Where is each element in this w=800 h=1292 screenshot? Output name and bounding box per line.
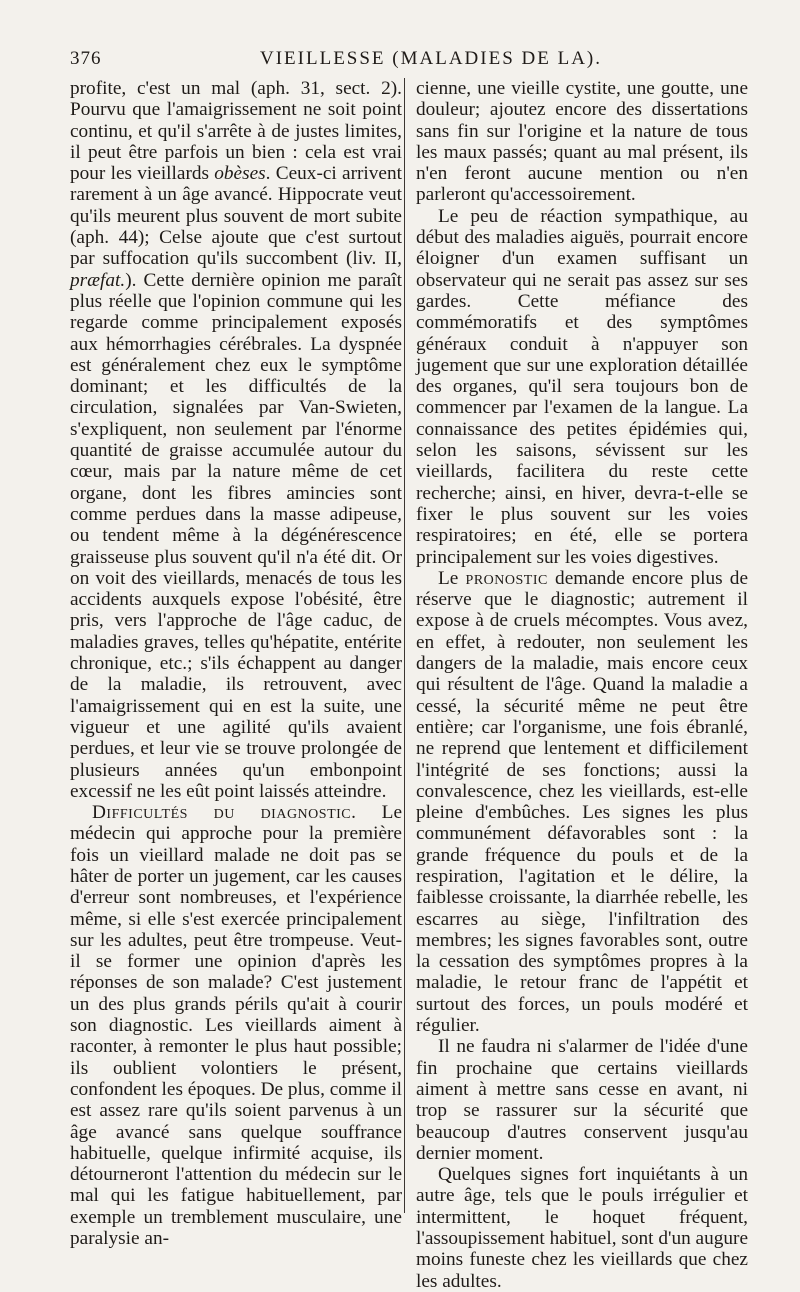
text-run: Le médecin qui approche pour la première fois un vieillard malade ne doit pas se hâter de porter un jugement, car les causes d'erreur sont nombreuses, et l'expérience même, si elle s'est exercée principalement sur les adultes, peut être trompeuse. Veut-il se former une opinion d'après les réponses de son malade? C'est justement un des plus grands périls qu'ait à courir son diagnostic. Les vieillards aiment à raconter, à remonter le plus haut possible; ils oublient volontiers le présent, confondent les époques. De plus, comme il est assez rare qu'ils soient parvenus à un âge avancé sans quelque souffrance habituelle, quelque infirmité acquise, ils détourneront l'attention du médecin sur le mal qui les fatigue habituellement, par exemple un tremblement musculaire, une paralysie an- (70, 802, 402, 1250)
paragraph-signs: Quelques signes fort inquiétants à un autre âge, tels que le pouls irrégulier et intermittent, le hoquet fréquent, l'assoupissement habituel, sont d'un augure moins funeste chez les vieillards que chez les adultes. (416, 1164, 748, 1292)
right-column (416, 78, 748, 1292)
italic-term: obèses (214, 163, 266, 185)
section-heading: pronostic (465, 567, 548, 589)
left-column (70, 78, 402, 1249)
paragraph-continuation: cienne, une vieille cystite, une goutte, une douleur; ajoutez encore des dissertations sans fin sur l'origine et la nature de tous les maux passés; quant au mal présent, ils n'en feront aucune mention ou n'en parleront qu'accessoirement. (416, 78, 748, 206)
paragraph-reaction: Le peu de réaction sympathique, au début des maladies aiguës, pourrait encore éloigner d'un examen suffisant un observateur qui ne serait pas assez sur ses gardes. Cette méfiance des commémoratifs et des symptômes généraux conduit à n'appuyer son jugement que sur une exploration détaillée des organes, qu'il sera toujours bon de commencer par l'examen de la langue. La connaissance des petites épidémies qui, selon les saisons, sévissent sur les vieillards, facilitera du reste cette recherche; ainsi, en hiver, devra-t-elle se fixer le plus souvent sur les voies respiratoires; en été, elle se portera principalement sur les voies digestives. (416, 205, 748, 568)
paragraph-diagnostic (70, 802, 402, 1249)
paragraph-obesity (70, 78, 402, 802)
running-title: VIEILLESSE (MALADIES DE LA). (260, 48, 603, 69)
section-heading: Difficultés du diagnostic. (92, 802, 357, 824)
text-run: demande encore plus de réserve que le diagnostic; autrement il expose à de cruels mécomptes. Vous avez, en effet, à redouter, non seulement les dangers de la maladie, mais encore ceux qui résultent de l'âge. Quand la maladie a cessé, la sécurité même ne peut être entière; car l'organisme, une fois ébranlé, ne reprend que lentement et difficilement l'intégrité de ses fonctions; aussi la convalescence, chez les vieillards, est-elle pleine d'embûches. Les signes les plus communément défavorables sont : la grande fréquence du pouls et de la respiration, l'agitation et le délire, la faiblesse croissante, la diarrhée rebelle, les escarres au siège, l'infiltration des membres; les signes favorables sont, outre la cessation des symptômes propres à la maladie, le retour franc de l'appétit et surtout des forces, un pouls modéré et régulier. (416, 567, 748, 1037)
page-number: 376 (70, 48, 102, 69)
paragraph-alarm: Il ne faudra ni s'alarmer de l'idée d'une fin prochaine que certains vieillards aiment à mettre sans cesse en avant, ni trop se rassurer sur la sécurité que beaucoup d'autres conservent jusqu'au dernier moment. (416, 1036, 748, 1164)
column-divider (404, 78, 405, 1213)
text-run: profite, c'est un mal (aph. 31, sect. 2). Pourvu que l'amaigrissement ne soit point continu, et qu'il s'arrête à de justes limites, il peut être parfois un bien : cela est vrai pour les vieillards (70, 78, 402, 185)
paragraph-prognosis (416, 568, 748, 1037)
text-run: . Ceux-ci arrivent rarement à un âge avancé. Hippocrate veut qu'ils meurent plus souvent de mort subite (aph. 44); Celse ajoute que c'est surtout par suffocation qu'ils succombent (liv. II, (70, 163, 402, 270)
running-head (70, 48, 760, 78)
italic-term: præfat. (70, 269, 126, 291)
text-run: Le (438, 567, 466, 589)
text-run: ). Cette dernière opinion me paraît plus réelle que l'opinion commune qui les regarde comme principalement exposés aux hémorrhagies cérébrales. La dyspnée est généralement chez eux le symptôme dominant; et les difficultés de la circulation, signalées par Van-Swieten, s'expliquent, non seulement par l'énorme quantité de graisse accumulée autour du cœur, mais par la nature même de cet organe, dont les fibres amincies sont comme perdues dans la masse adipeuse, ou tendent même à la dégénérescence graisseuse plus souvent qu'il n'a été dit. Or on voit des vieillards, menacés de tous les accidents auxquels expose l'obésité, être pris, vers l'approche de l'âge caduc, de maladies graves, telles qu'hépatite, entérite chronique, etc.; s'ils échappent au danger de la maladie, ils retrouvent, avec l'amaigrissement qui en est la suite, une vigueur et une agilité qu'ils avaient perdues, et leur vie se trouve prolongée de plusieurs années qu'un embonpoint excessif ne les eût point laissés atteindre. (70, 269, 402, 802)
